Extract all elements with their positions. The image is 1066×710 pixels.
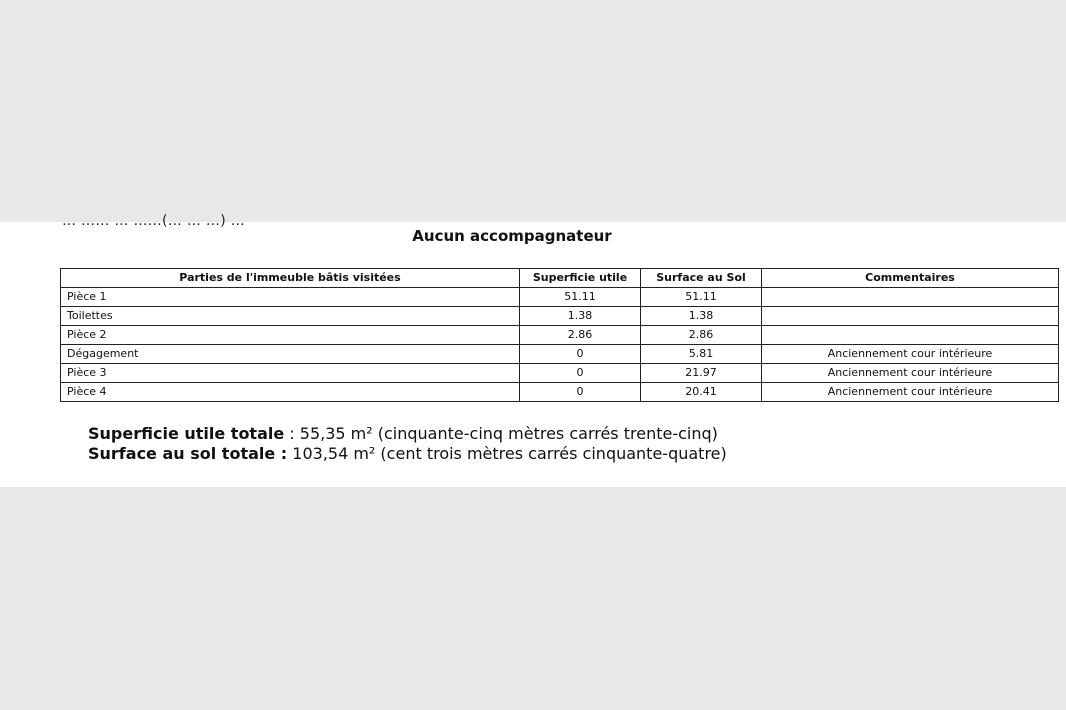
table-row <box>61 288 1059 307</box>
room-surface-sol: 51.11 <box>641 288 762 307</box>
rooms-table <box>60 268 1059 402</box>
total-surface-sol-label: Surface au sol totale : <box>88 444 288 463</box>
room-superficie-utile: 2.86 <box>520 326 641 345</box>
room-commentaire: Anciennement cour intérieure <box>762 364 1059 383</box>
room-commentaire: Anciennement cour intérieure <box>762 345 1059 364</box>
table-row <box>61 326 1059 345</box>
document-excerpt <box>0 213 1066 487</box>
room-name: Pièce 2 <box>61 326 520 345</box>
column-header-parties: Parties de l'immeuble bâtis visitées <box>61 269 520 288</box>
room-name: Pièce 3 <box>61 364 520 383</box>
room-superficie-utile: 0 <box>520 345 641 364</box>
table-header-row <box>61 269 1059 288</box>
column-header-commentaires: Commentaires <box>762 269 1059 288</box>
room-superficie-utile: 51.11 <box>520 288 641 307</box>
room-surface-sol: 2.86 <box>641 326 762 345</box>
room-superficie-utile: 0 <box>520 364 641 383</box>
column-header-surface-sol: Surface au Sol <box>641 269 762 288</box>
room-name: Toilettes <box>61 307 520 326</box>
room-surface-sol: 1.38 <box>641 307 762 326</box>
room-name: Dégagement <box>61 345 520 364</box>
clipped-text-line: … …… … ……(… … …) … <box>62 213 246 229</box>
room-commentaire: Anciennement cour intérieure <box>762 383 1059 402</box>
total-surface-sol-value: 103,54 m² (cent trois mètres carrés cinquante-quatre) <box>287 444 727 463</box>
room-surface-sol: 5.81 <box>641 345 762 364</box>
accompagnateur-heading: Aucun accompagnateur <box>412 227 612 245</box>
total-superficie-utile-line <box>88 424 727 444</box>
room-commentaire <box>762 326 1059 345</box>
table-row <box>61 383 1059 402</box>
room-commentaire <box>762 288 1059 307</box>
room-commentaire <box>762 307 1059 326</box>
room-surface-sol: 21.97 <box>641 364 762 383</box>
room-superficie-utile: 0 <box>520 383 641 402</box>
total-superficie-utile-value: : 55,35 m² (cinquante-cinq mètres carrés trente-cinq) <box>284 424 718 443</box>
room-superficie-utile: 1.38 <box>520 307 641 326</box>
total-superficie-utile-label: Superficie utile totale <box>88 424 285 443</box>
table-row <box>61 345 1059 364</box>
table-row <box>61 364 1059 383</box>
room-name: Pièce 1 <box>61 288 520 307</box>
total-surface-sol-line <box>88 444 727 464</box>
room-name: Pièce 4 <box>61 383 520 402</box>
totals-block <box>88 424 727 464</box>
room-surface-sol: 20.41 <box>641 383 762 402</box>
table-row <box>61 307 1059 326</box>
column-header-superficie-utile: Superficie utile <box>520 269 641 288</box>
